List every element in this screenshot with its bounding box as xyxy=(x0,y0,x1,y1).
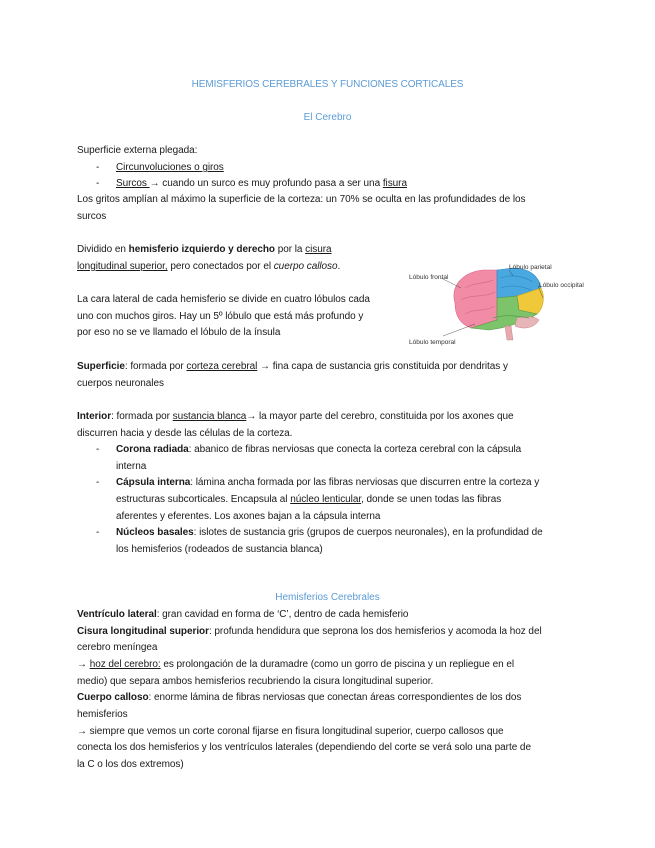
text-run: pero conectados por el xyxy=(167,261,274,272)
bold-term: Cuerpo calloso xyxy=(77,692,149,703)
text-line xyxy=(77,243,332,257)
underlined-term: núcleo lenticular xyxy=(290,494,362,505)
text-run: → cuando un surco es muy profundo pasa a ser una xyxy=(149,178,383,189)
underlined-term: hoz del cerebro: xyxy=(89,659,161,670)
text-run: es prolongación de la duramadre (como un gorro de piscina y un repliegue en el xyxy=(160,659,515,670)
section-title-hemisferios: Hemisferios Cerebrales xyxy=(275,592,380,603)
text-line xyxy=(77,410,513,424)
list-item xyxy=(116,476,539,490)
text-run: estructuras subcorticales. Encapsula al xyxy=(116,494,291,505)
underlined-term: Circunvoluciones o giros xyxy=(116,162,224,173)
cerebellum xyxy=(515,317,539,328)
underlined-term: fisura xyxy=(382,178,407,189)
text-line: por eso no se ve llamado el lóbulo de la ínsula xyxy=(77,327,281,338)
text-run: : islotes de sustancia gris (grupos de cuerpos neuronales), en la profundidad de xyxy=(193,527,543,538)
text-run: : enorme lámina de fibras nerviosas que conectan áreas correspondientes de los dos xyxy=(148,692,522,703)
list-item-cont xyxy=(116,493,501,507)
text-line xyxy=(77,260,340,274)
bold-term: hemisferio izquierdo y derecho xyxy=(128,244,275,255)
text-run: . xyxy=(337,261,341,272)
text-line xyxy=(77,608,408,622)
label-frontal-lobe: Lóbulo frontal xyxy=(409,274,449,281)
text-line: discurren hacia y desde las células de la corteza. xyxy=(77,428,293,439)
text-line: la C o los dos extremos) xyxy=(77,759,184,770)
bold-term: Cisura longitudinal superior xyxy=(77,626,209,637)
text-run: : profunda hendidura que seprona los dos hemisferios y acomoda la hoz del xyxy=(208,626,542,637)
underlined-term: sustancia blanca xyxy=(172,411,247,422)
underlined-term: corteza cerebral xyxy=(186,361,258,372)
text-line: conecta los dos hemisferios y los ventrículos laterales (dependiendo del corte se verá solo una parte de xyxy=(77,742,531,753)
text-line: surcos xyxy=(77,211,107,222)
text-line: hemisferios xyxy=(77,709,128,720)
text-run: : gran cavidad en forma de ‘C’, dentro de cada hemisferio xyxy=(156,609,409,620)
bold-term: Cápsula interna xyxy=(116,477,191,488)
text-line xyxy=(77,658,514,672)
underlined-term: cisura xyxy=(305,244,332,255)
list-item-cont: los hemisferios (rodeados de sustancia blanca) xyxy=(116,544,323,555)
text-run: → xyxy=(77,659,90,670)
bold-term: Interior xyxy=(77,411,112,422)
text-run: : abanico de fibras nerviosas que conecta la corteza cerebral con la cápsula xyxy=(188,444,522,455)
document-title: HEMISFERIOS CEREBRALES Y FUNCIONES CORTICALES xyxy=(191,79,464,90)
label-parietal-lobe: Lóbulo parietal xyxy=(509,264,552,271)
text-line: → siempre que vemos un corte coronal fijarse en fisura longitudinal superior, cuerpo callosos que xyxy=(77,726,504,737)
bold-term: Corona radiada xyxy=(116,444,189,455)
list-item xyxy=(116,161,224,175)
text-run: por la xyxy=(274,244,306,255)
text-line: cerebro meníngea xyxy=(77,642,158,653)
text-line: medio) que separa ambos hemisferios recubriendo la cisura longitudinal superior. xyxy=(77,676,434,687)
underlined-term: longitudinal superior, xyxy=(77,261,168,272)
bullet-marker: - xyxy=(96,162,100,173)
text-run: : formada por xyxy=(124,361,187,372)
text-run: → la mayor parte del cerebro, constituida por los axones que xyxy=(246,411,514,422)
section-title-el-cerebro: El Cerebro xyxy=(303,112,352,123)
brainstem xyxy=(505,326,513,340)
label-temporal-lobe: Lóbulo temporal xyxy=(409,339,456,346)
text-line: cuerpos neuronales xyxy=(77,378,164,389)
brain-lobes-diagram xyxy=(405,258,600,348)
frontal-lobe xyxy=(454,270,497,328)
list-item xyxy=(116,443,521,457)
text-line: uno con muchos giros. Hay un 5º lóbulo que está más profundo y xyxy=(77,311,364,322)
bold-term: Superficie xyxy=(77,361,125,372)
bullet-marker: - xyxy=(96,527,100,538)
bold-term: Ventrículo lateral xyxy=(77,609,157,620)
list-item-cont: interna xyxy=(116,461,147,472)
text-run: : lámina ancha formada por las fibras nerviosas que discurren entre la corteza y xyxy=(190,477,540,488)
list-item-cont: aferentes y eferentes. Los axones bajan a la cápsula interna xyxy=(116,511,381,522)
text-line: Los gritos amplían al máximo la superficie de la corteza: un 70% se oculta en las profundidades de los xyxy=(77,194,526,205)
bullet-marker: - xyxy=(96,178,100,189)
bold-term: Núcleos basales xyxy=(116,527,194,538)
bullet-marker: - xyxy=(96,444,100,455)
text-line xyxy=(77,360,508,374)
list-item xyxy=(116,526,543,540)
text-run: → fina capa de sustancia gris constituida por dendritas y xyxy=(257,361,508,372)
list-item xyxy=(116,177,407,191)
text-line: La cara lateral de cada hemisferio se divide en cuatro lóbulos cada xyxy=(77,294,370,305)
italic-term: cuerpo calloso xyxy=(273,261,338,272)
label-occipital-lobe: Lóbulo occipital xyxy=(539,282,584,289)
bullet-marker: - xyxy=(96,477,100,488)
text-run: , donde se unen todas las fibras xyxy=(361,494,502,505)
text-run: : formada por xyxy=(111,411,173,422)
underlined-term: Surcos xyxy=(116,178,150,189)
text-line xyxy=(77,691,521,705)
text-run: Dividido en xyxy=(77,244,129,255)
text-line xyxy=(77,625,542,639)
text-line: Superficie externa plegada: xyxy=(77,145,198,156)
